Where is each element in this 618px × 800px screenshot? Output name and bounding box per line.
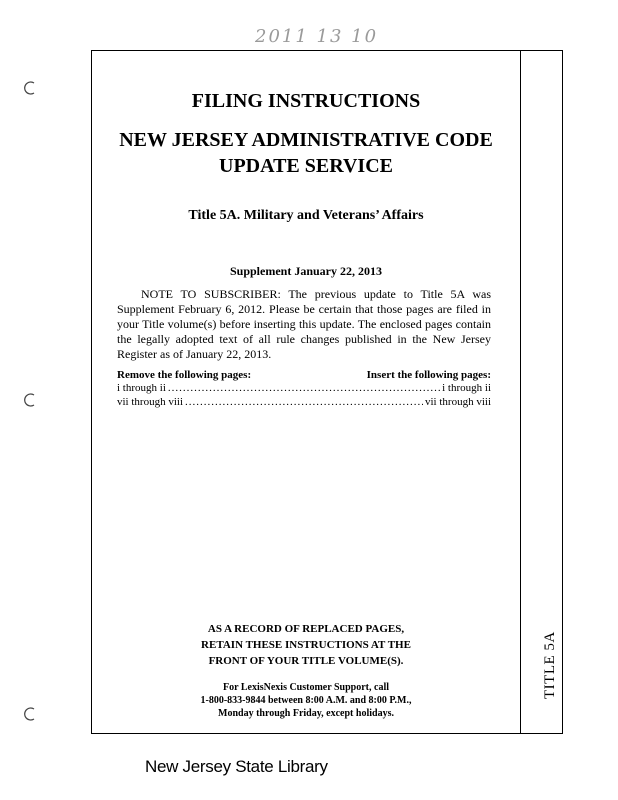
- binder-hole-icon: [22, 392, 38, 408]
- record-notice: [91, 621, 521, 669]
- code-heading: [91, 127, 521, 179]
- supplement-date: Supplement January 22, 2013: [229, 264, 383, 278]
- remove-pages: i through ii: [117, 382, 166, 394]
- record-line: FRONT OF YOUR TITLE VOLUME(S).: [208, 655, 404, 667]
- handwritten-stamp: 2011 13 10: [255, 26, 379, 47]
- subscriber-note: NOTE TO SUBSCRIBER: The previous update to Title 5A was Supplement February 6, 2012. Please be certain that those pages are filed in your Title volume(s) before inserting this update. The enclosed pages contain the legally adopted text of all rule changes published in the New Jersey Register as of January 22, 2013.: [117, 287, 491, 361]
- title-tab: [521, 50, 563, 734]
- support-line: For LexisNexis Customer Support, call: [222, 682, 389, 693]
- page-row: [117, 396, 491, 408]
- support-info: [91, 681, 521, 720]
- title-name: Title 5A. Military and Veterans’ Affairs: [188, 208, 424, 223]
- record-line: AS A RECORD OF REPLACED PAGES,: [207, 623, 405, 635]
- insert-header: Insert the following pages:: [366, 369, 491, 381]
- code-heading-line1: NEW JERSEY ADMINISTRATIVE CODE: [119, 129, 493, 151]
- dot-leader: [185, 396, 423, 408]
- library-footer: New Jersey State Library: [145, 757, 328, 776]
- remove-pages: vii through viii: [117, 396, 183, 408]
- insert-pages: i through ii: [442, 382, 491, 394]
- insert-pages: vii through viii: [425, 396, 491, 408]
- support-hours: Monday through Friday, except holidays.: [218, 708, 394, 719]
- page-row: [117, 382, 491, 394]
- pages-header: [117, 369, 491, 381]
- binder-hole-icon: [22, 80, 38, 96]
- dot-leader: [168, 382, 440, 394]
- page-title: FILING INSTRUCTIONS: [191, 90, 421, 112]
- code-heading-line2: UPDATE SERVICE: [219, 155, 393, 177]
- remove-header: Remove the following pages:: [117, 369, 252, 381]
- record-line: RETAIN THESE INSTRUCTIONS AT THE: [201, 639, 411, 651]
- binder-hole-icon: [22, 706, 38, 722]
- support-phone: 1-800-833-9844 between 8:00 A.M. and 8:00 P.M.,: [200, 695, 412, 706]
- tab-label: TITLE 5A: [542, 631, 558, 699]
